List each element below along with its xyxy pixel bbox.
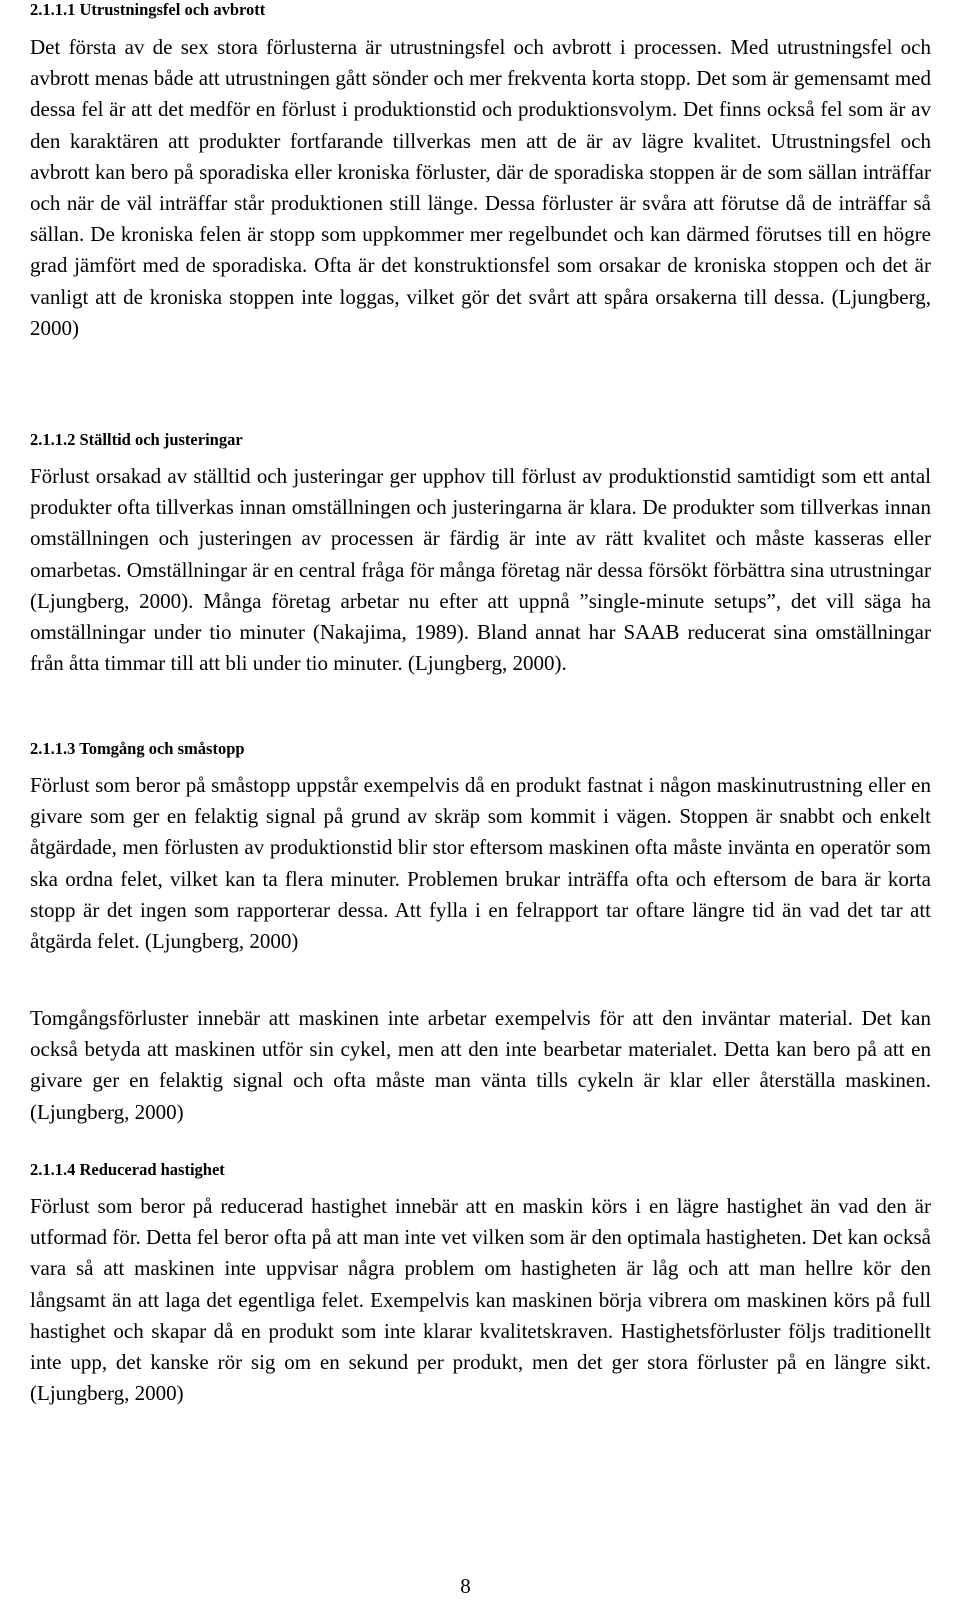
section-heading-tomgang: 2.1.1.3 Tomgång och småstopp — [30, 739, 245, 758]
section-heading-reducerad-hastighet: 2.1.1.4 Reducerad hastighet — [30, 1160, 225, 1179]
paragraph-stalltid: Förlust orsakad av ställtid och justeringar ger upphov till förlust av produktionstid samtidigt som ett antal produkter ofta tillverkas innan omställningen och justeringarna är klara. De produkter som tillverkas innan omställningen och justeringen av processen är färdig är inte av rätt kvalitet och måste kasseras eller omarbetas. Omställningar är en central fråga för många företag när dessa försökt förbättra sina utrustningar (Ljungberg, 2000). Många företag arbetar nu efter att uppnå ”single-minute setups”, det vill säga ha omställningar under tio minuter (Nakajima, 1989). Bland annat har SAAB reducerat sina omställningar från åtta timmar till att bli under tio minuter. (Ljungberg, 2000). — [30, 464, 931, 676]
paragraph-smastopp: Förlust som beror på småstopp uppstår exempelvis då en produkt fastnat i någon maskinutrustning eller en givare som ger en felaktig signal på grund av skräp som kommit i vägen. Stoppen är snabbt och enkelt åtgärdade, men förlusten av produktionstid blir stor eftersom maskinen ofta måste invänta en operatör som ska ordna felet, vilket kan ta flera minuter. Problemen brukar inträffa ofta och eftersom de bara är korta stopp är det ingen som rapporterar dessa. Att fylla i en felrapport tar oftare längre tid än vad det tar att åtgärda felet. (Ljungberg, 2000) — [30, 773, 931, 954]
paragraph-reducerad-hastighet: Förlust som beror på reducerad hastighet innebär att en maskin körs i en lägre hastighet än vad den är utformad för. Detta fel beror ofta på att man inte vet vilken som är den optimala hastigheten. Det kan också vara så att maskinen inte uppvisar några problem om hastigheten är låg och att man hellre kör den långsamt än att laga det egentliga felet. Exempelvis kan maskinen börja vibrera om maskinen körs på full hastighet och skapar då en produkt som inte klarar kvalitetskraven. Hastighetsförluster följs traditionellt inte upp, det kanske rör sig om en sekund per produkt, men det ger stora förluster på en längre sikt. (Ljungberg, 2000) — [30, 1194, 931, 1406]
page-number: 8 — [460, 1574, 471, 1598]
paragraph-utrustningsfel: Det första av de sex stora förlusterna är utrustningsfel och avbrott i processen. Med utrustningsfel och avbrott menas både att utrustningen gått sönder och mer frekventa korta stopp. Det som är gemensamt med dessa fel är att det medför en förlust i produktionstid och produktionsvolym. Det finns också fel som är av den karaktären att produkter fortfarande tillverkas men att de är av lägre kvalitet. Utrustningsfel och avbrott kan bero på sporadiska eller kroniska förluster, där de sporadiska stoppen är de som sällan inträffar och när de väl inträffar står produktionen still länge. Dessa förluster är svåra att förutse då de inträffar så sällan. De kroniska felen är stopp som uppkommer mer regelbundet och kan därmed förutses till en högre grad jämfört med de sporadiska. Ofta är det konstruktionsfel som orsakar de kroniska stoppen och det är vanligt att de kroniska stoppen inte loggas, vilket gör det svårt att spåra orsakerna till dessa. (Ljungberg, 2000) — [30, 35, 931, 340]
section-heading-utrustningsfel: 2.1.1.1 Utrustningsfel och avbrott — [30, 0, 266, 19]
section-heading-stalltid: 2.1.1.2 Ställtid och justeringar — [30, 430, 243, 449]
paragraph-tomgang: Tomgångsförluster innebär att maskinen inte arbetar exempelvis för att den inväntar material. Det kan också betyda att maskinen utför sin cykel, men att den inte bearbetar materialet. Detta kan bero på att en givare ger en felaktig signal och ofta måste man vänta tills cykeln är klar eller återställa maskinen. (Ljungberg, 2000) — [30, 1006, 931, 1124]
